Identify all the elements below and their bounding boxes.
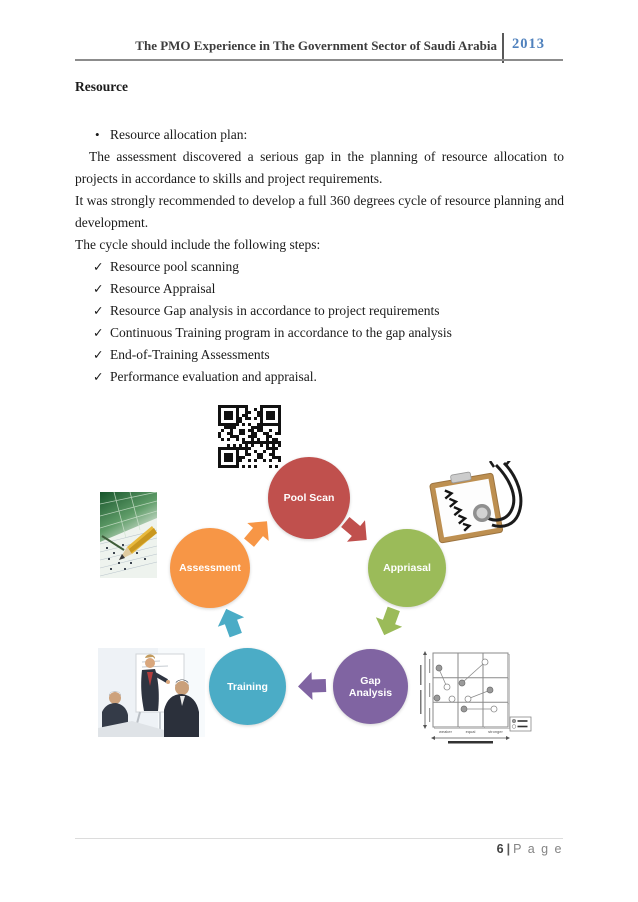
qr-code-image xyxy=(218,405,281,468)
x-axis-labels xyxy=(439,729,503,734)
check-icon: ✓ xyxy=(93,260,104,274)
cycle-node-training xyxy=(209,648,286,725)
body-text xyxy=(75,76,564,388)
svg-text:equal: equal xyxy=(465,729,476,734)
grid-cells xyxy=(433,653,508,727)
svg-text:weaker: weaker xyxy=(439,729,452,734)
page-number-separator: | xyxy=(506,842,511,856)
paragraph-2: It was strongly recommended to develop a full 360 degrees cycle of resource planning and development. xyxy=(75,193,564,230)
cycle-node-label: Appriasal xyxy=(383,562,431,574)
footer-page-number xyxy=(497,842,563,856)
checklist-item-label: Continuous Training program in accordance to the gap analysis xyxy=(110,325,452,340)
checklist-item xyxy=(93,344,564,366)
cycle-node-label: Pool Scan xyxy=(283,492,335,504)
check-icon: ✓ xyxy=(93,326,104,340)
paragraph-1: The assessment discovered a serious gap in the planning of resource allocation to projects in accordance to skills and project requirements. xyxy=(75,149,564,186)
checklist-item xyxy=(93,256,564,278)
header-title: The PMO Experience in The Government Sector of Saudi Arabia xyxy=(135,38,497,53)
arrow-gapanalysis-to-training-icon xyxy=(296,670,327,701)
page-number: 6 xyxy=(496,842,504,856)
cycle-node-pool-scan xyxy=(268,457,350,539)
cycle-node-label: Gap Analysis xyxy=(348,674,393,699)
checklist-item xyxy=(93,322,564,344)
bullet-icon: • xyxy=(95,127,100,142)
section-heading: Resource xyxy=(75,79,128,94)
header-year: 2013 xyxy=(512,36,545,52)
checklist-item xyxy=(93,300,564,322)
footer-rule xyxy=(75,838,563,839)
check-icon: ✓ xyxy=(93,282,104,296)
checklist-item-label: Performance evaluation and appraisal. xyxy=(110,369,317,384)
spreadsheet-photo xyxy=(100,492,157,578)
svg-text:stronger: stronger xyxy=(488,729,503,734)
cycle-node-label: Training xyxy=(227,680,268,693)
arrow-appraisal-to-gapanalysis-icon xyxy=(370,603,408,641)
cycle-node-appraisal xyxy=(368,529,446,607)
flipchart-meeting-photo xyxy=(98,648,205,737)
bullet-item xyxy=(75,124,564,146)
page-label: P a g e xyxy=(513,842,563,856)
checklist xyxy=(93,256,564,388)
paragraph-3: The cycle should include the following steps: xyxy=(75,237,321,252)
cycle-node-gap-analysis xyxy=(333,649,408,724)
checklist-item xyxy=(93,366,564,388)
cycle-node-assessment xyxy=(170,528,250,608)
checklist-item-label: End-of-Training Assessments xyxy=(110,347,270,362)
gap-analysis-grid-image xyxy=(418,645,533,747)
cycle-node-label: Assessment xyxy=(179,562,241,574)
grid-legend xyxy=(510,717,531,731)
checklist-item-label: Resource Gap analysis in accordance to project requirements xyxy=(110,303,440,318)
checklist-item xyxy=(93,278,564,300)
check-icon: ✓ xyxy=(93,348,104,362)
check-icon: ✓ xyxy=(93,304,104,318)
arrow-training-to-assessment-icon xyxy=(212,603,250,641)
stethoscope-clipboard-photo xyxy=(424,461,530,547)
checklist-item-label: Resource Appraisal xyxy=(110,281,216,296)
clipboard xyxy=(429,468,503,543)
bullet-item-label: Resource allocation plan: xyxy=(110,127,248,142)
page-header xyxy=(75,36,563,60)
check-icon: ✓ xyxy=(93,370,104,384)
header-rule xyxy=(75,59,563,61)
checklist-item-label: Resource pool scanning xyxy=(110,259,239,274)
